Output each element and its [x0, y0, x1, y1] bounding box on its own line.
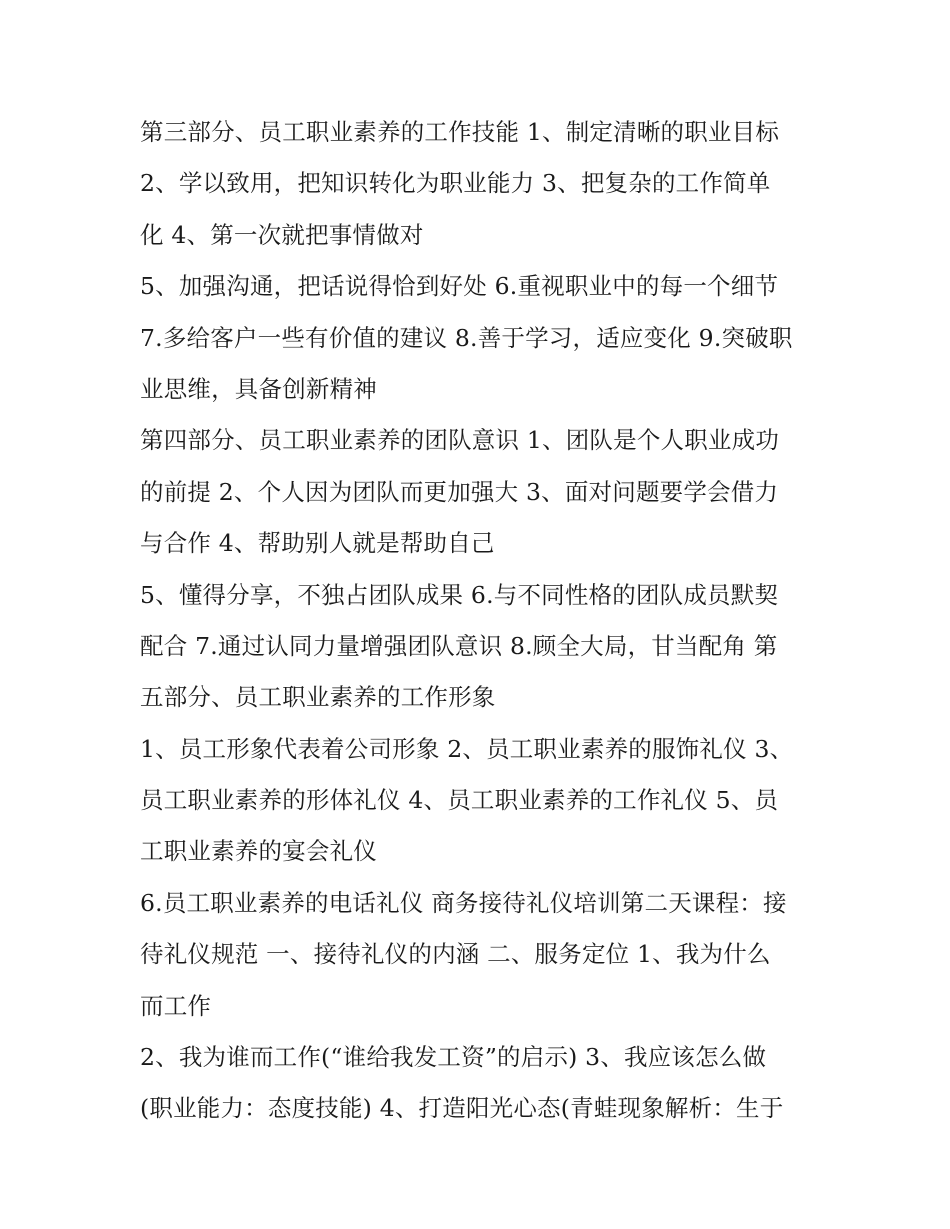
text-line: 2、我为谁而工作(“谁给我发工资”的启示) 3、我应该怎么做	[140, 1043, 767, 1072]
text-line: 第四部分、员工职业素养的团队意识 1、团队是个人职业成功	[140, 426, 780, 455]
text-line: 1、员工形象代表着公司形象 2、员工职业素养的服饰礼仪 3、	[140, 734, 794, 763]
text-line: 5、懂得分享，不独占团队成果 6.与不同性格的团队成员默契	[140, 580, 779, 609]
text-line: 而工作	[140, 991, 212, 1020]
text-line: 7.多给客户一些有价值的建议 8.善于学习，适应变化 9.突破职	[140, 323, 793, 352]
text-line: 第三部分、员工职业素养的工作技能 1、制定清晰的职业目标	[140, 118, 780, 146]
text-line: 化 4、第一次就把事情做对	[140, 220, 424, 249]
text-line: 与合作 4、帮助别人就是帮助自己	[140, 529, 495, 558]
text-line: 5、加强沟通，把话说得恰到好处 6.重视职业中的每一个细节	[140, 272, 779, 301]
text-line: (职业能力：态度技能) 4、打造阳光心态(青蛙现象解析：生于	[140, 1094, 784, 1123]
text-line: 的前提 2、个人因为团队而更加强大 3、面对问题要学会借力	[140, 477, 779, 506]
text-line: 员工职业素养的形体礼仪 4、员工职业素养的工作礼仪 5、员	[140, 786, 779, 815]
text-line: 2、学以致用，把知识转化为职业能力 3、把复杂的工作简单	[140, 169, 771, 198]
text-line: 业思维，具备创新精神	[140, 374, 377, 403]
text-line: 配合 7.通过认同力量增强团队意识 8.顾全大局，甘当配角 第	[140, 631, 778, 660]
text-line: 五部分、员工职业素养的工作形象	[140, 683, 496, 712]
document-body	[140, 107, 820, 1135]
text-line: 待礼仪规范 一、接待礼仪的内涵 二、服务定位 1、我为什么	[140, 940, 771, 969]
text-line: 工职业素养的宴会礼仪	[140, 837, 377, 866]
text-line: 6.员工职业素养的电话礼仪 商务接待礼仪培训第二天课程：接	[140, 888, 787, 917]
